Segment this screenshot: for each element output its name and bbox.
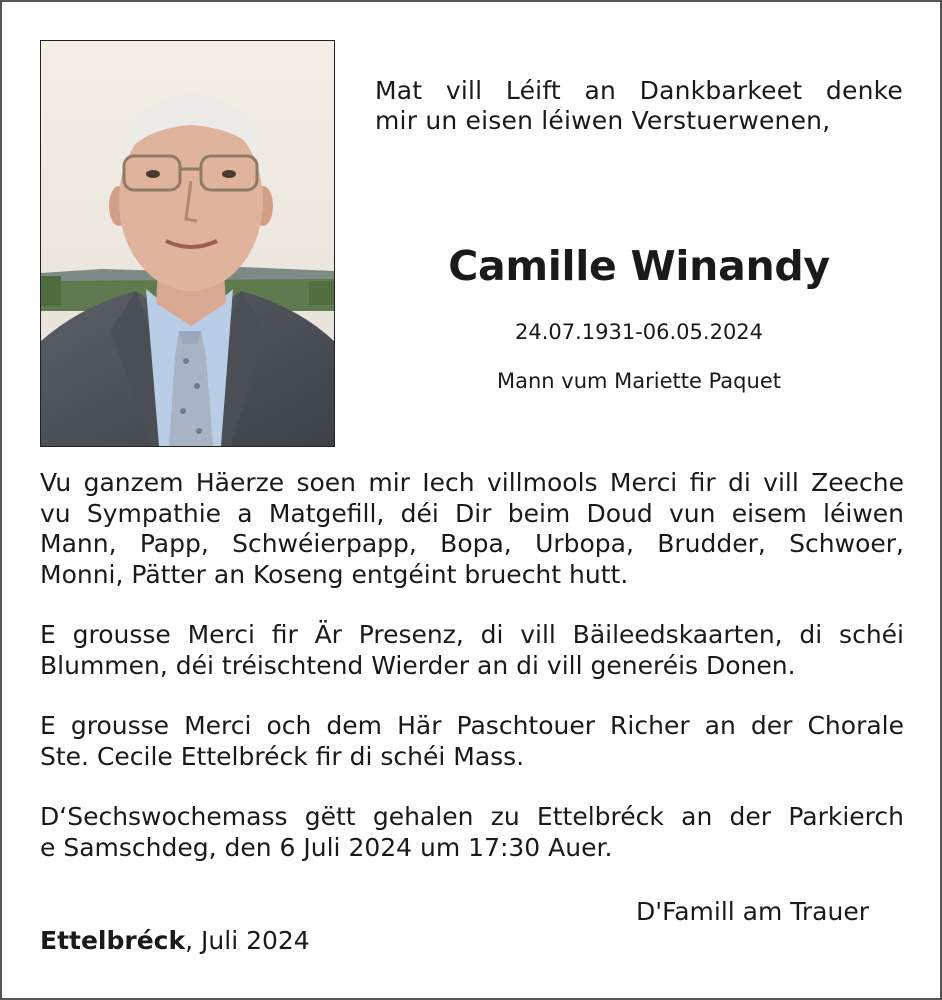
paragraph xyxy=(40,620,904,681)
text-line: Mann, Papp, Schwéierpapp, Bopa, Urbopa, Brudder, Schwoer, xyxy=(40,529,904,558)
paragraph xyxy=(40,468,904,590)
text-line: Ste. Cecile Ettelbréck fir di schéi Mass. xyxy=(40,741,525,771)
portrait-photo xyxy=(40,40,335,447)
spouse-line: Mann vum Mariette Paquet xyxy=(497,369,781,393)
place-town: Ettelbréck xyxy=(40,926,186,955)
text-line: D‘Sechswochemass gëtt gehalen zu Ettelbréck an der Parkierch xyxy=(40,802,904,831)
intro-line-1: Mat vill Léift an Dankbarkeet denke xyxy=(375,76,903,105)
text-line: Monni, Pätter an Koseng entgéint bruecht hutt. xyxy=(40,559,629,589)
text-line: E grousse Merci fir Är Presenz, di vill Bäileedskaarten, di schéi xyxy=(40,620,904,649)
text-line: vu Sympathie a Matgefill, déi Dir beim Doud vun eisem léiwen xyxy=(40,498,904,528)
intro-line-2: mir un eisen léiwen Verstuerwenen, xyxy=(375,106,831,135)
text-line: Blummen, déi tréischtend Wierder an di vill generéis Donen. xyxy=(40,650,796,680)
deceased-name: Camille Winandy xyxy=(448,242,830,290)
text-line: E grousse Merci och dem Här Paschtouer Richer an der Chorale xyxy=(40,711,904,740)
thank-you-text xyxy=(40,468,904,893)
intro-text xyxy=(375,76,903,136)
place-month: , Juli 2024 xyxy=(185,926,310,955)
text-line: Vu ganzem Häerze soen mir Iech villmools Merci fir di vill Zeeche xyxy=(40,468,904,497)
text-line: e Samschdeg, den 6 Juli 2024 um 17:30 Auer. xyxy=(40,832,613,862)
paragraph xyxy=(40,802,904,863)
paragraph xyxy=(40,711,904,772)
family-signature: D'Famill am Trauer xyxy=(636,897,869,926)
place-date xyxy=(40,926,310,955)
life-dates: 24.07.1931-06.05.2024 xyxy=(514,320,764,344)
